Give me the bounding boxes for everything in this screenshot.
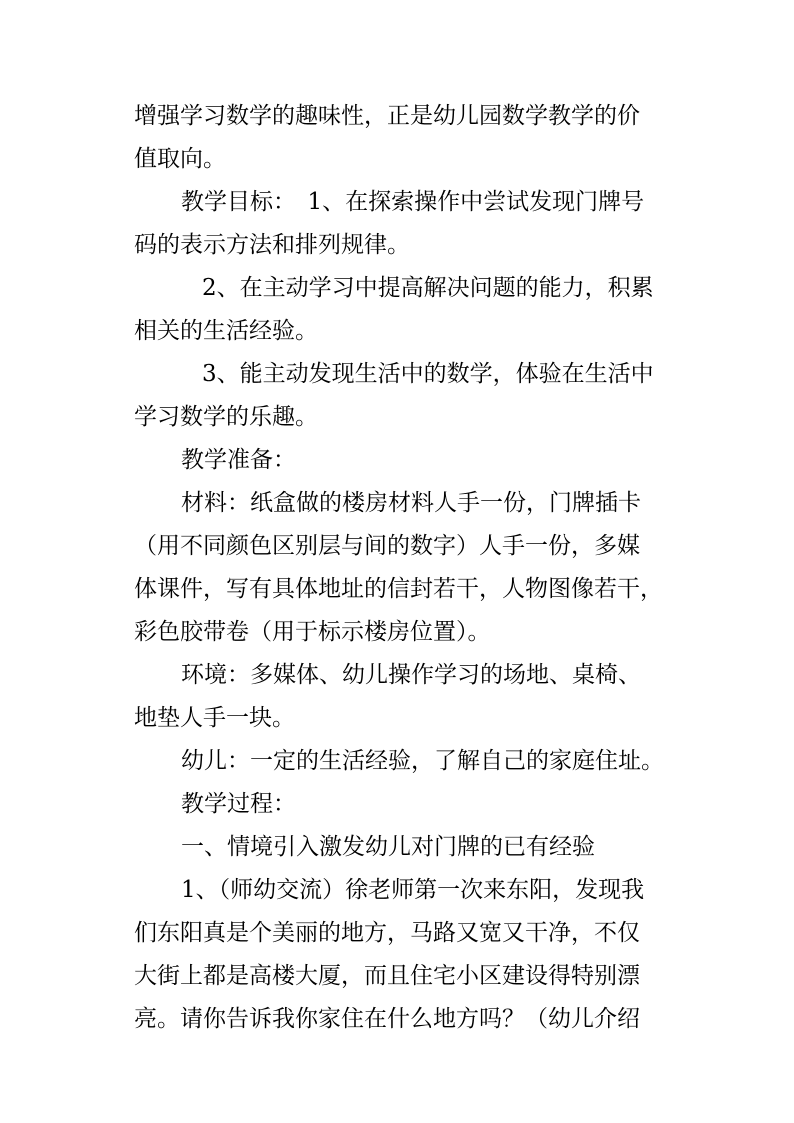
text-line: 大街上都是高楼大厦，而且住宅小区建设得特别漂 <box>134 963 640 989</box>
text-line: 彩色胶带卷（用于标示楼房位置）。 <box>134 619 491 645</box>
text-line: 3、能主动发现生活中的数学，体验在生活中 <box>202 361 654 387</box>
text-line: 教学目标： 1、在探索操作中尝试发现门牌号 <box>181 189 645 215</box>
text-line: 环境：多媒体、幼儿操作学习的场地、桌椅、 <box>181 662 641 688</box>
text-line: 们东阳真是个美丽的地方，马路又宽又干净，不仅 <box>134 920 640 946</box>
text-line: 材料：纸盒做的楼房材料人手一份，门牌插卡 <box>181 490 641 516</box>
text-line: 相关的生活经验。 <box>134 318 318 344</box>
text-line: 值取向。 <box>134 146 226 172</box>
text-line: 体课件，写有具体地址的信封若干，人物图像若干， <box>134 576 663 602</box>
text-line: （用不同颜色区别层与间的数字）人手一份，多媒 <box>134 533 640 559</box>
section-heading: 教学准备： <box>181 447 296 473</box>
text-line: 2、在主动学习中提高解决问题的能力，积累 <box>202 275 654 301</box>
text-line: 增强学习数学的趣味性，正是幼儿园数学教学的价 <box>134 103 640 129</box>
text-line: 地垫人手一块。 <box>134 705 295 731</box>
section-heading: 一、情境引入激发幼儿对门牌的已有经验 <box>181 834 595 860</box>
text-line: 码的表示方法和排列规律。 <box>134 232 410 258</box>
text-line: 1、（师幼交流）徐老师第一次来东阳，发现我 <box>181 877 645 903</box>
text-line: 亮。请你告诉我你家住在什么地方吗？（幼儿介绍 <box>134 1006 640 1032</box>
text-line: 学习数学的乐趣。 <box>134 404 318 430</box>
section-heading: 教学过程： <box>181 791 296 817</box>
text-line: 幼儿：一定的生活经验，了解自己的家庭住址。 <box>181 748 664 774</box>
